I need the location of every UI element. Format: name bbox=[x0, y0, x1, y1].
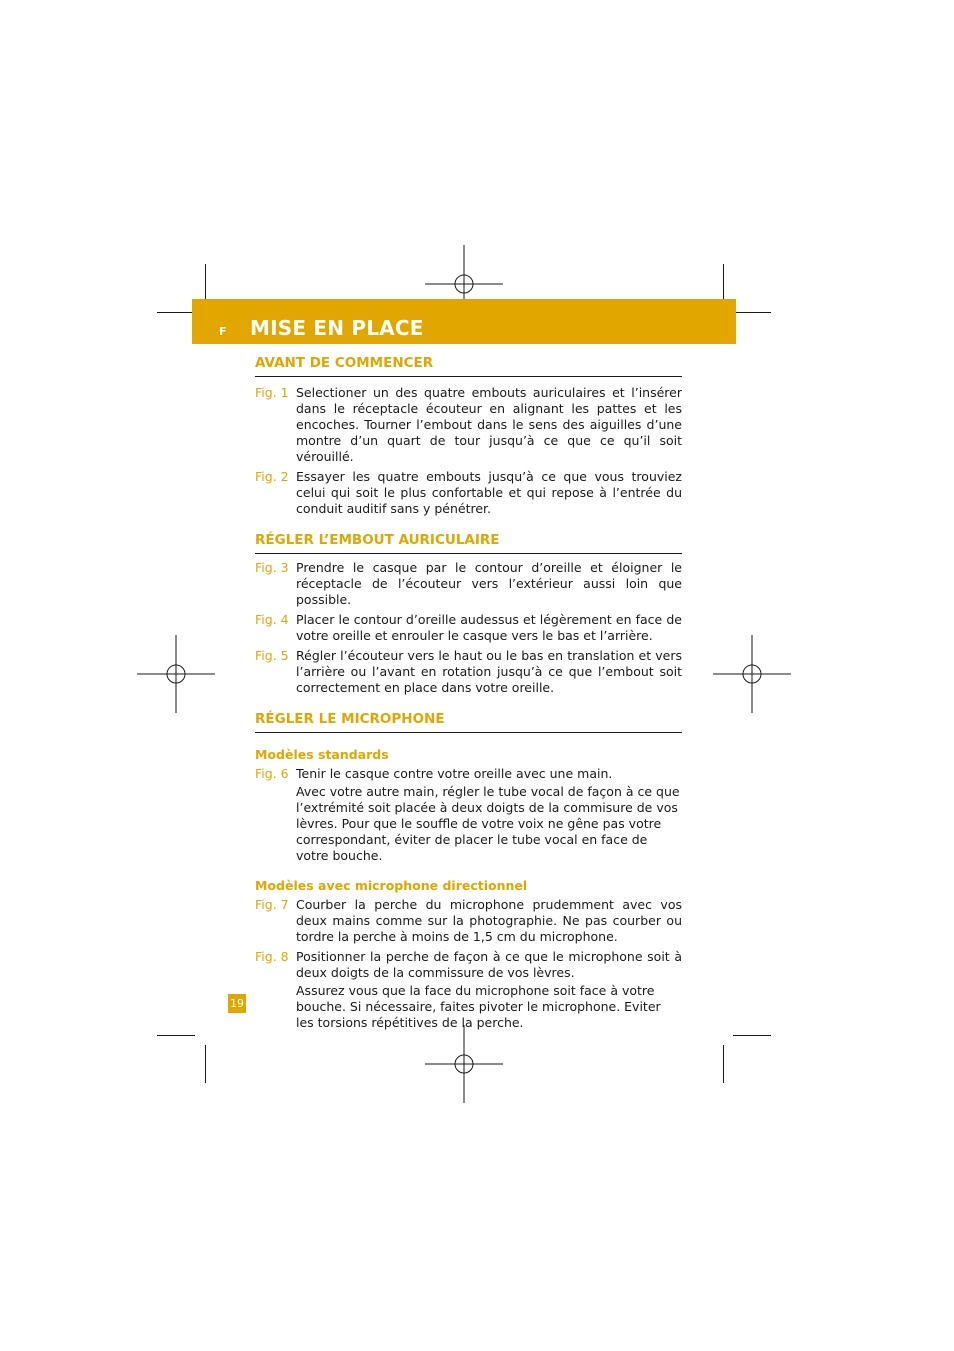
crop-mark bbox=[157, 312, 195, 313]
fig-item bbox=[255, 648, 682, 696]
fig-label: Fig. 7 bbox=[255, 897, 289, 912]
fig-label: Fig. 4 bbox=[255, 612, 289, 627]
crop-mark bbox=[205, 1045, 206, 1083]
fig-label: Fig. 1 bbox=[255, 385, 289, 400]
crop-mark bbox=[733, 312, 771, 313]
section-microphone bbox=[255, 711, 682, 1031]
subsection-title: Modèles standards bbox=[255, 747, 389, 762]
crop-mark bbox=[733, 1035, 771, 1036]
fig-item bbox=[255, 560, 682, 608]
section-title: RÉGLER LE MICROPHONE bbox=[255, 711, 682, 733]
fig-text: Courber la perche du microphone prudemment avec vos deux mains comme sur la photographie. Ne pas courber ou tordre la perche à moins de 1,5 cm du microphone. bbox=[296, 897, 682, 944]
crop-mark bbox=[205, 264, 206, 302]
crop-mark bbox=[723, 1045, 724, 1083]
fig-text: Tenir le casque contre votre oreille avec une main. bbox=[296, 766, 613, 781]
section-title: RÉGLER L’EMBOUT AURICULAIRE bbox=[255, 532, 682, 554]
fig-label: Fig. 2 bbox=[255, 469, 289, 484]
fig-label: Fig. 5 bbox=[255, 648, 289, 663]
fig-item bbox=[255, 949, 682, 981]
fig-text: Positionner la perche de façon à ce que le microphone soit à deux doigts de la commissure de vos lèvres. bbox=[296, 949, 682, 980]
section-title: AVANT DE COMMENCER bbox=[255, 355, 682, 377]
language-tag: F bbox=[219, 325, 227, 338]
fig-item bbox=[255, 469, 682, 517]
crop-mark bbox=[157, 1035, 195, 1036]
fig-item bbox=[255, 385, 682, 465]
fig-text: Placer le contour d’oreille audessus et légèrement en face de votre oreille et enrouler le casque vers le bas et l’arrière. bbox=[296, 612, 682, 643]
fig-label: Fig. 3 bbox=[255, 560, 289, 575]
section-embout bbox=[255, 532, 682, 696]
fig-text: Essayer les quatre embouts jusqu’à ce que vous trouviez celui qui soit le plus confortable et qui repose à l’entrée du conduit auditif sans y pénétrer. bbox=[296, 469, 682, 516]
fig-text: Selectioner un des quatre embouts auriculaires et l’insérer dans le réceptacle écouteur en alignant les pattes et les encoches. Tourner l’embout dans le sens des aiguilles d’une montre d’un quart de tour jusqu’à ce que ce qu’il soit vérouillé. bbox=[296, 385, 682, 464]
registration-mark-icon bbox=[137, 635, 215, 713]
crop-mark bbox=[723, 264, 724, 302]
subsection-title: Modèles avec microphone directionnel bbox=[255, 878, 528, 893]
registration-mark-icon bbox=[713, 635, 791, 713]
fig-label: Fig. 8 bbox=[255, 949, 289, 964]
fig-item bbox=[255, 897, 682, 945]
fig-text: Prendre le casque par le contour d’oreille et éloigner le réceptacle de l’écouteur vers l’extérieur aussi loin que possible. bbox=[296, 560, 682, 607]
page-number: 19 bbox=[228, 994, 246, 1013]
page-title: MISE EN PLACE bbox=[250, 316, 424, 340]
content bbox=[255, 355, 682, 1031]
section-avant bbox=[255, 355, 682, 517]
fig-text: Régler l’écouteur vers le haut ou le bas en translation et vers l’arrière ou l’avant en rotation jusqu’à ce que l’embout soit correctement en place dans votre oreille. bbox=[296, 648, 682, 695]
paragraph: Avec votre autre main, régler le tube vocal de façon à ce que l’extrémité soit placée à deux doigts de la commisure de vos lèvres. Pour que le souffle de votre voix ne gêne pas votre correspondant, éviter de placer le tube vocal en face de votre bouche. bbox=[296, 784, 680, 863]
fig-item bbox=[255, 612, 682, 644]
paragraph: Assurez vous que la face du microphone soit face à votre bouche. Si nécessaire, faites pivoter le microphone. Eviter les torsions répétitives de la perche. bbox=[296, 983, 661, 1030]
fig-item bbox=[255, 766, 682, 782]
registration-mark-icon bbox=[425, 1025, 503, 1103]
fig-label: Fig. 6 bbox=[255, 766, 289, 781]
